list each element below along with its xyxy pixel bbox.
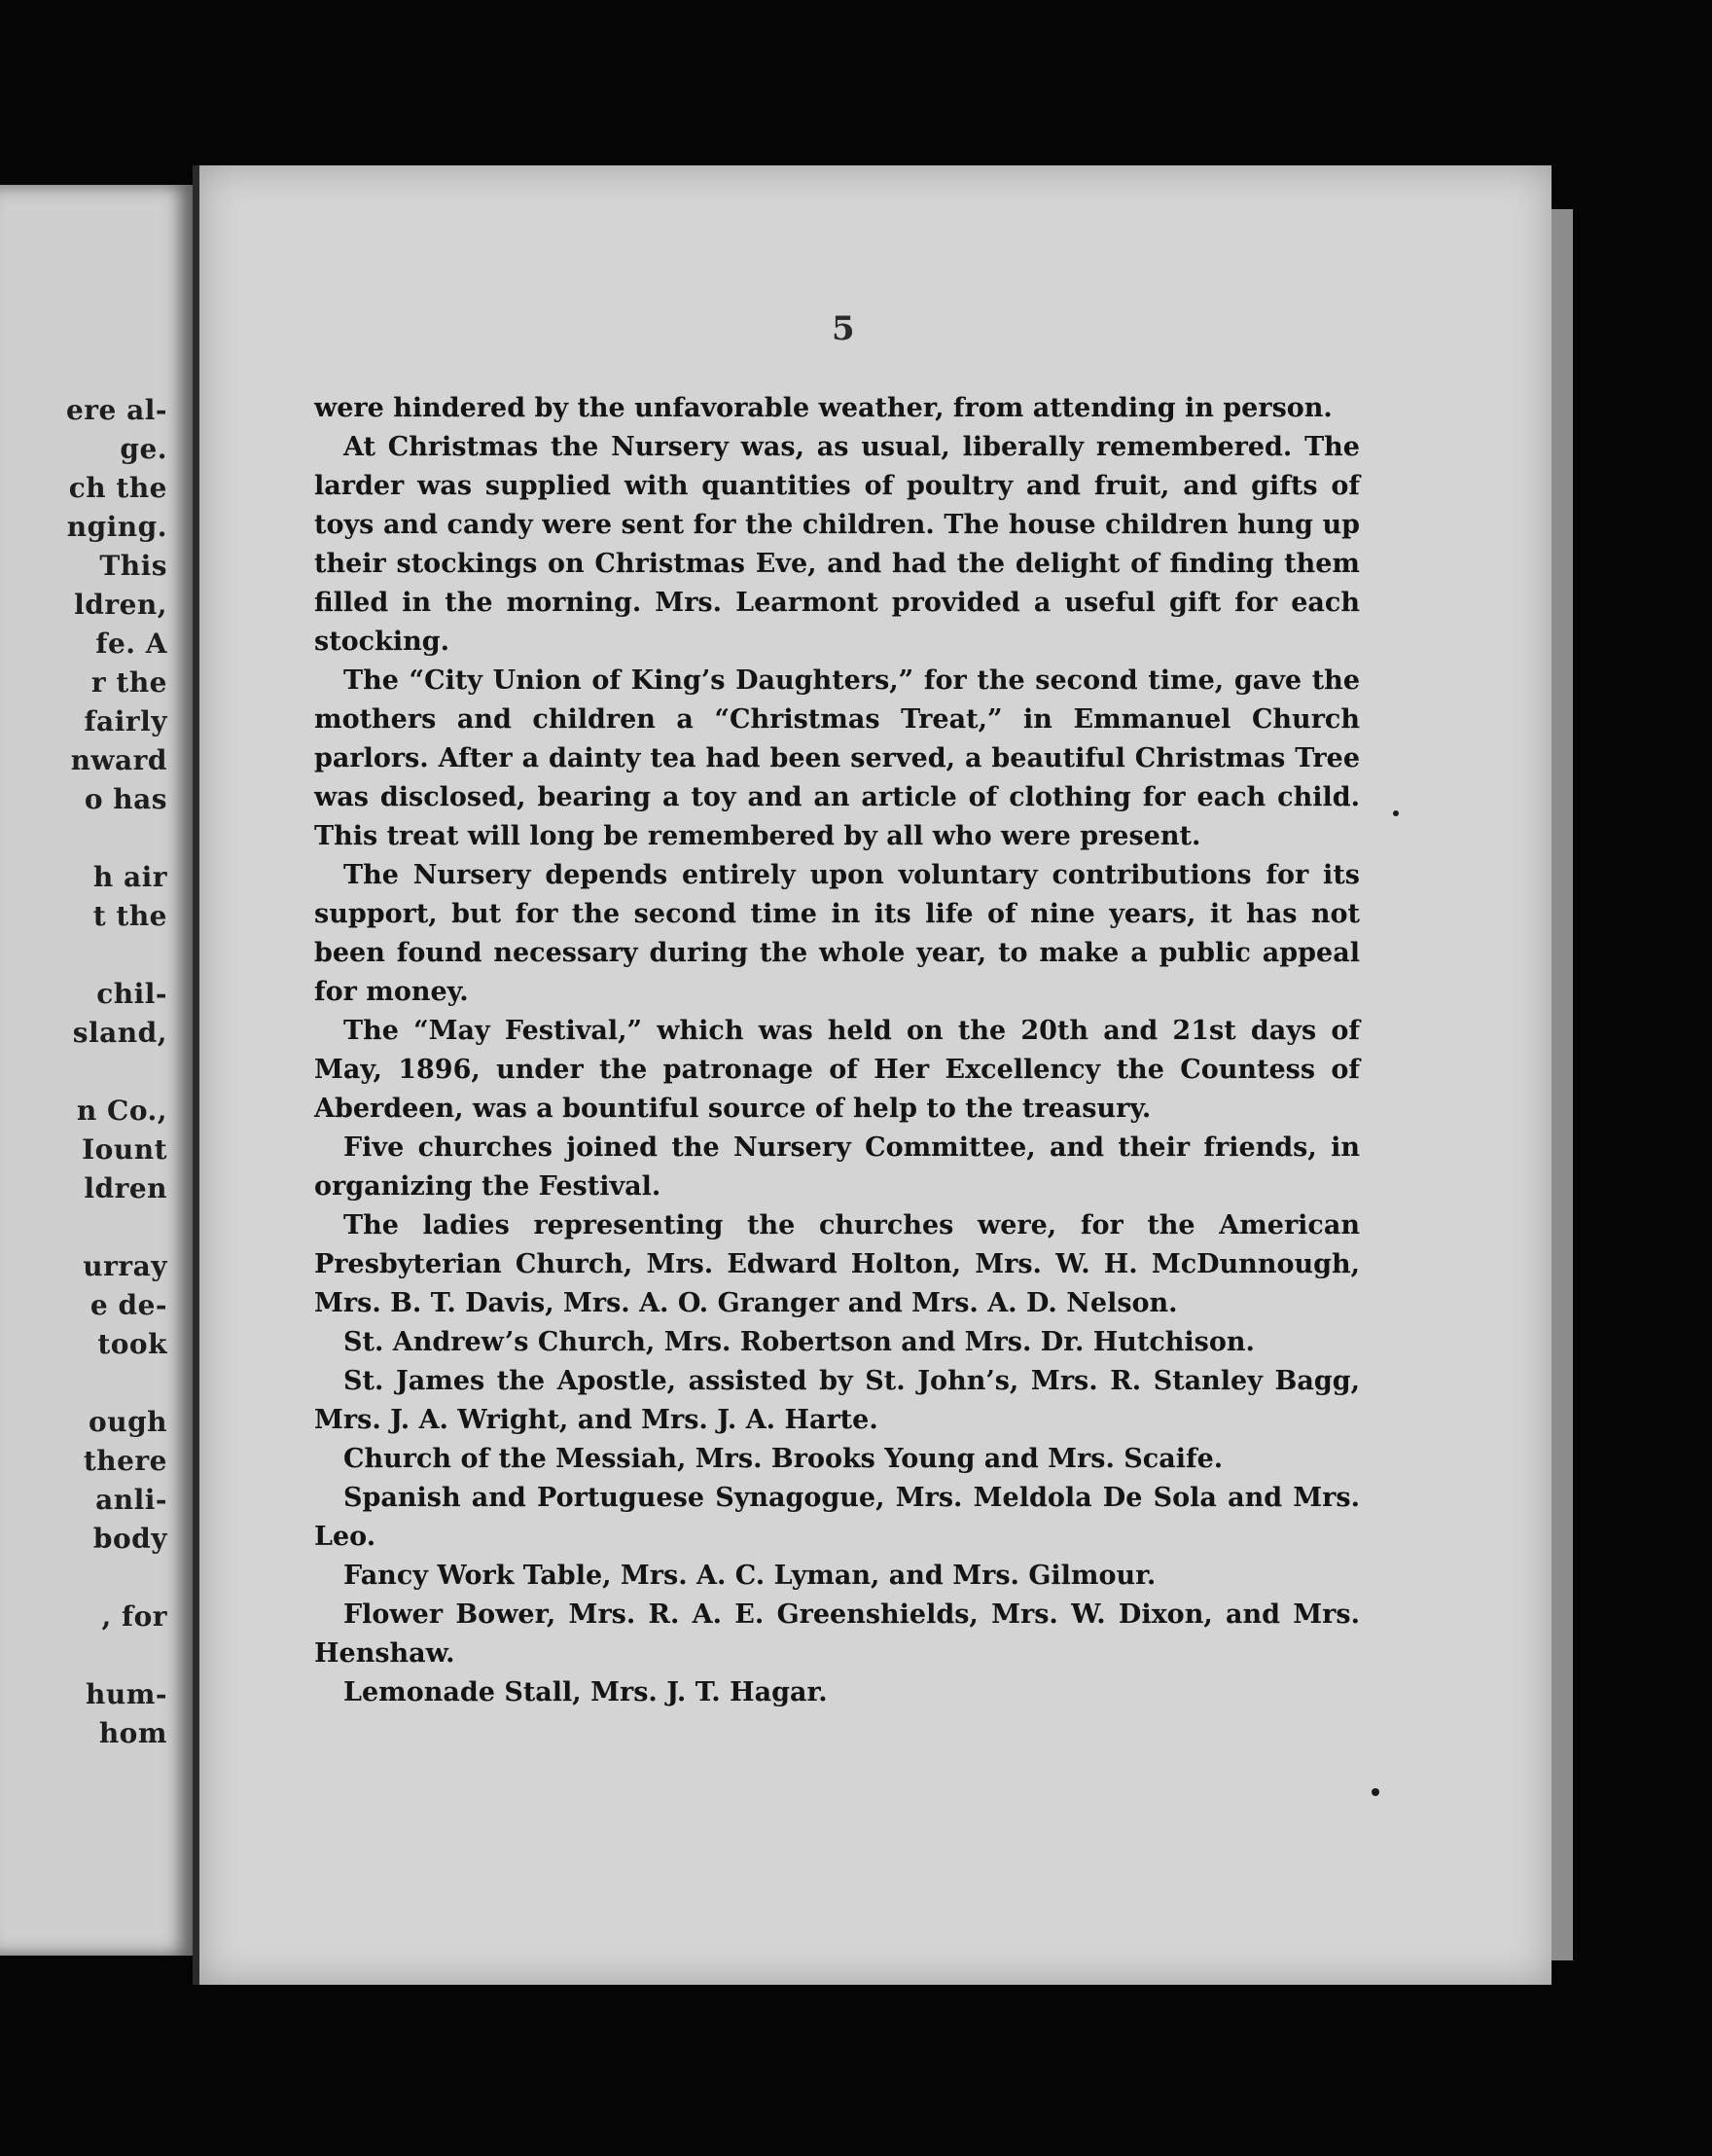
previous-page-line: chil-	[96, 978, 167, 1010]
previous-page-line: ge.	[120, 433, 167, 465]
paragraph: The “City Union of King’s Daughters,” for the second time, gave the mothers and children a “Christmas Treat,” in Emmanuel Church parlors. After a dainty tea had been served, a beautiful Christmas Tree was disclosed, bearing a toy and an article of clothing for each child. This treat will long be remembered by all who were present.	[314, 665, 1360, 851]
previous-page-line: nging.	[66, 511, 167, 543]
previous-page-line: ldren	[84, 1172, 167, 1204]
previous-page-line: took	[97, 1328, 167, 1360]
previous-page-line: urray	[83, 1250, 167, 1282]
previous-page-line: Iount	[82, 1133, 167, 1166]
page-number: 5	[832, 309, 855, 348]
paragraph: At Christmas the Nursery was, as usual, liberally remembered. The larder was supplied with quantities of poultry and fruit, and gifts of toys and candy were sent for the children. The house children hung up their stockings on Christmas Eve, and had the delight of finding them filled in the morning. Mrs. Learmont provided a useful gift for each stocking.	[314, 432, 1360, 657]
paragraph: Lemonade Stall, Mrs. J. T. Hagar.	[343, 1677, 828, 1707]
ink-speck	[1393, 810, 1399, 816]
previous-page-line: This	[99, 550, 167, 582]
paragraph: Spanish and Portuguese Synagogue, Mrs. Meldola De Sola and Mrs. Leo.	[314, 1483, 1360, 1552]
paragraph: St. Andrew’s Church, Mrs. Robertson and Mrs. Dr. Hutchison.	[343, 1327, 1255, 1357]
paragraph: Fancy Work Table, Mrs. A. C. Lyman, and Mrs. Gilmour.	[343, 1561, 1157, 1591]
previous-page-line: h air	[92, 861, 167, 893]
previous-page-line: nward	[70, 744, 167, 776]
previous-page-line: ere al-	[65, 394, 167, 426]
previous-page-line: t the	[92, 900, 167, 932]
previous-page-line: fairly	[84, 705, 167, 737]
previous-page-line: fe. A	[95, 628, 167, 660]
paragraph: Flower Bower, Mrs. R. A. E. Greenshields, Mrs. W. Dixon, and Mrs. Henshaw.	[314, 1599, 1360, 1669]
previous-page-line: ch the	[68, 472, 167, 504]
paragraph: The “May Festival,” which was held on the 20th and 21st days of May, 1896, under the patronage of Her Excellency the Countess of Aberdeen, was a bountiful source of help to the treasury.	[314, 1016, 1360, 1124]
previous-page-line: hom	[98, 1717, 167, 1749]
previous-page-line: , for	[101, 1600, 167, 1633]
paragraph: Five churches joined the Nursery Committee, and their friends, in organizing the Festival.	[314, 1132, 1360, 1202]
previous-page-line: sland,	[72, 1017, 167, 1049]
previous-page-line: ldren,	[74, 589, 167, 621]
previous-page-line: anli-	[95, 1484, 167, 1516]
previous-page-line: hum-	[86, 1678, 167, 1710]
previous-page-line: body	[92, 1523, 167, 1555]
previous-page	[0, 185, 195, 1956]
page-edge	[1552, 209, 1573, 1960]
previous-page-line: n Co.,	[76, 1095, 167, 1127]
previous-page-line: ough	[89, 1406, 167, 1438]
paragraph: The Nursery depends entirely upon voluntary contributions for its support, but for the second time in its life of nine years, it has not been found necessary during the whole year, to make a public appeal for money.	[314, 860, 1360, 1007]
previous-page-line: e de-	[89, 1289, 167, 1321]
previous-page-line: there	[83, 1445, 167, 1477]
paragraph: Church of the Messiah, Mrs. Brooks Young and Mrs. Scaife.	[343, 1444, 1224, 1474]
paragraph: were hindered by the unfavorable weather, from attending in person.	[314, 393, 1333, 423]
paragraph: St. James the Apostle, assisted by St. John’s, Mrs. R. Stanley Bagg, Mrs. J. A. Wright, and Mrs. J. A. Harte.	[314, 1366, 1360, 1435]
paragraph: The ladies representing the churches were, for the American Presbyterian Church, Mrs. Edward Holton, Mrs. W. H. McDunnough, Mrs. B. T. Davis, Mrs. A. O. Granger and Mrs. A. D. Nelson.	[314, 1210, 1360, 1318]
ink-speck	[1372, 1788, 1379, 1796]
previous-page-line: r the	[90, 666, 167, 699]
page-body	[314, 389, 1360, 1712]
previous-page-line: o has	[84, 783, 167, 815]
